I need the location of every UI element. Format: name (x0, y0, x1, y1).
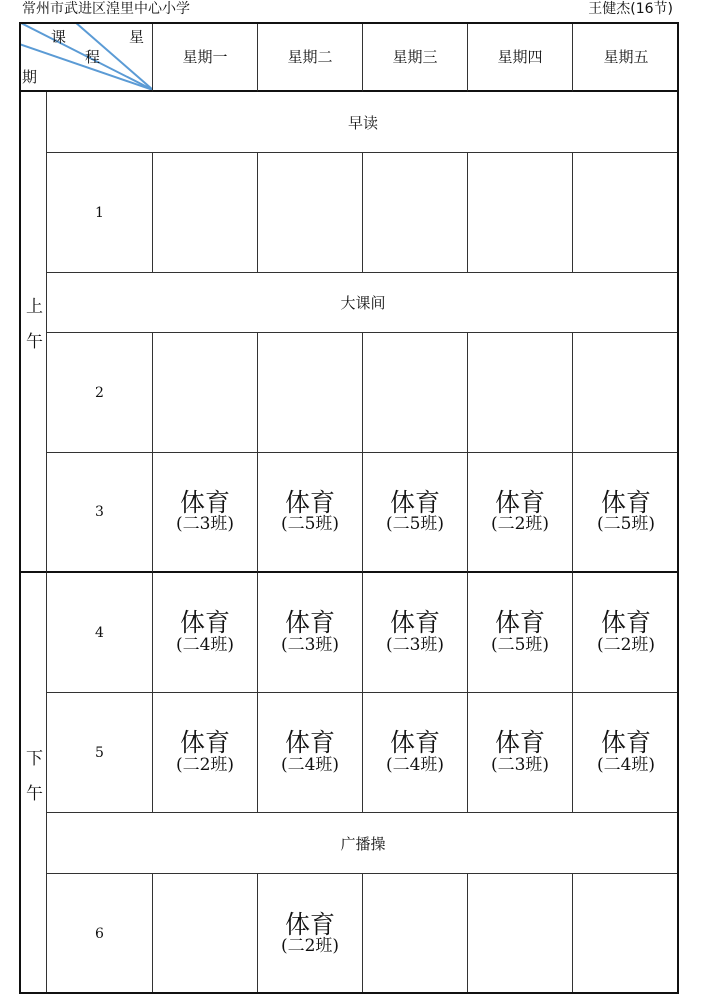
lesson-cell (468, 333, 573, 453)
class-name: (二3班) (385, 634, 445, 655)
period-afternoon-label: 下午 (22, 748, 42, 819)
lesson-cell (258, 693, 363, 813)
class-name: (二3班) (490, 754, 550, 775)
subject: 体育 (494, 487, 545, 517)
subject: 体育 (600, 487, 651, 517)
subject: 体育 (179, 608, 230, 638)
day-header-thu: 星期四 (468, 22, 573, 92)
lesson-cell (153, 573, 258, 693)
lesson-cell (258, 453, 363, 573)
class-name: (二4班) (280, 754, 340, 775)
lesson-cell (153, 453, 258, 573)
day-header-mon: 星期一 (153, 22, 258, 92)
lesson-cell (573, 333, 679, 453)
break-big-break: 大课间 (47, 273, 679, 333)
class-name: (二2班) (175, 754, 235, 775)
subject: 体育 (600, 608, 651, 638)
corner-char-4: 期 (22, 68, 38, 86)
class-name: (二2班) (280, 936, 340, 957)
subject: 体育 (494, 608, 545, 638)
subject: 体育 (389, 487, 440, 517)
class-name: (二5班) (385, 514, 445, 535)
lesson-cell (153, 693, 258, 813)
lesson-cell (258, 333, 363, 453)
lesson-cell (153, 874, 258, 994)
lesson-cell (258, 153, 363, 273)
lesson-cell (363, 153, 468, 273)
class-name: (二5班) (280, 514, 340, 535)
class-name: (二2班) (490, 514, 550, 535)
corner-char-2: 星 (129, 28, 145, 46)
lesson-cell (468, 153, 573, 273)
corner-char-1: 课 (51, 28, 67, 46)
lesson-cell (468, 453, 573, 573)
subject: 体育 (389, 728, 440, 758)
lesson-cell (573, 874, 679, 994)
timetable (19, 22, 679, 994)
subject: 体育 (284, 909, 335, 939)
lesson-cell (468, 874, 573, 994)
class-name: (二3班) (280, 634, 340, 655)
subject: 体育 (179, 487, 230, 517)
subject: 体育 (600, 728, 651, 758)
lesson-cell (363, 573, 468, 693)
class-name: (二5班) (490, 634, 550, 655)
day-header-tue: 星期二 (258, 22, 363, 92)
period-morning-label: 上午 (22, 296, 42, 367)
class-name: (二4班) (385, 754, 445, 775)
lesson-cell (573, 693, 679, 813)
day-header-fri: 星期五 (573, 22, 679, 92)
corner-char-3: 程 (85, 48, 101, 66)
period-afternoon (19, 573, 47, 994)
lesson-number: 1 (47, 153, 153, 273)
lesson-cell (468, 693, 573, 813)
lesson-cell (258, 573, 363, 693)
lesson-number: 5 (47, 693, 153, 813)
lesson-number: 6 (47, 874, 153, 994)
class-name: (二5班) (596, 514, 656, 535)
subject: 体育 (284, 487, 335, 517)
lesson-cell (258, 874, 363, 994)
subject: 体育 (389, 608, 440, 638)
class-name: (二3班) (175, 514, 235, 535)
lesson-number: 4 (47, 573, 153, 693)
corner-header (19, 22, 153, 92)
lesson-cell (573, 453, 679, 573)
subject: 体育 (494, 728, 545, 758)
lesson-cell (363, 453, 468, 573)
lesson-cell (153, 153, 258, 273)
lesson-cell (468, 573, 573, 693)
subject: 体育 (284, 608, 335, 638)
lesson-cell (573, 573, 679, 693)
period-morning (19, 92, 47, 573)
teacher-name: 王健杰(16节) (588, 1, 673, 17)
school-name: 常州市武进区湟里中心小学 (22, 1, 190, 17)
class-name: (二4班) (596, 754, 656, 775)
subject: 体育 (284, 728, 335, 758)
lesson-number: 3 (47, 453, 153, 573)
lesson-cell (363, 874, 468, 994)
break-exercise: 广播操 (47, 813, 679, 874)
lesson-cell (153, 333, 258, 453)
class-name: (二2班) (596, 634, 656, 655)
lesson-cell (363, 693, 468, 813)
day-header-wed: 星期三 (363, 22, 468, 92)
lesson-cell (573, 153, 679, 273)
lesson-cell (363, 333, 468, 453)
class-name: (二4班) (175, 634, 235, 655)
break-morning-reading: 早读 (47, 92, 679, 153)
subject: 体育 (179, 728, 230, 758)
lesson-number: 2 (47, 333, 153, 453)
